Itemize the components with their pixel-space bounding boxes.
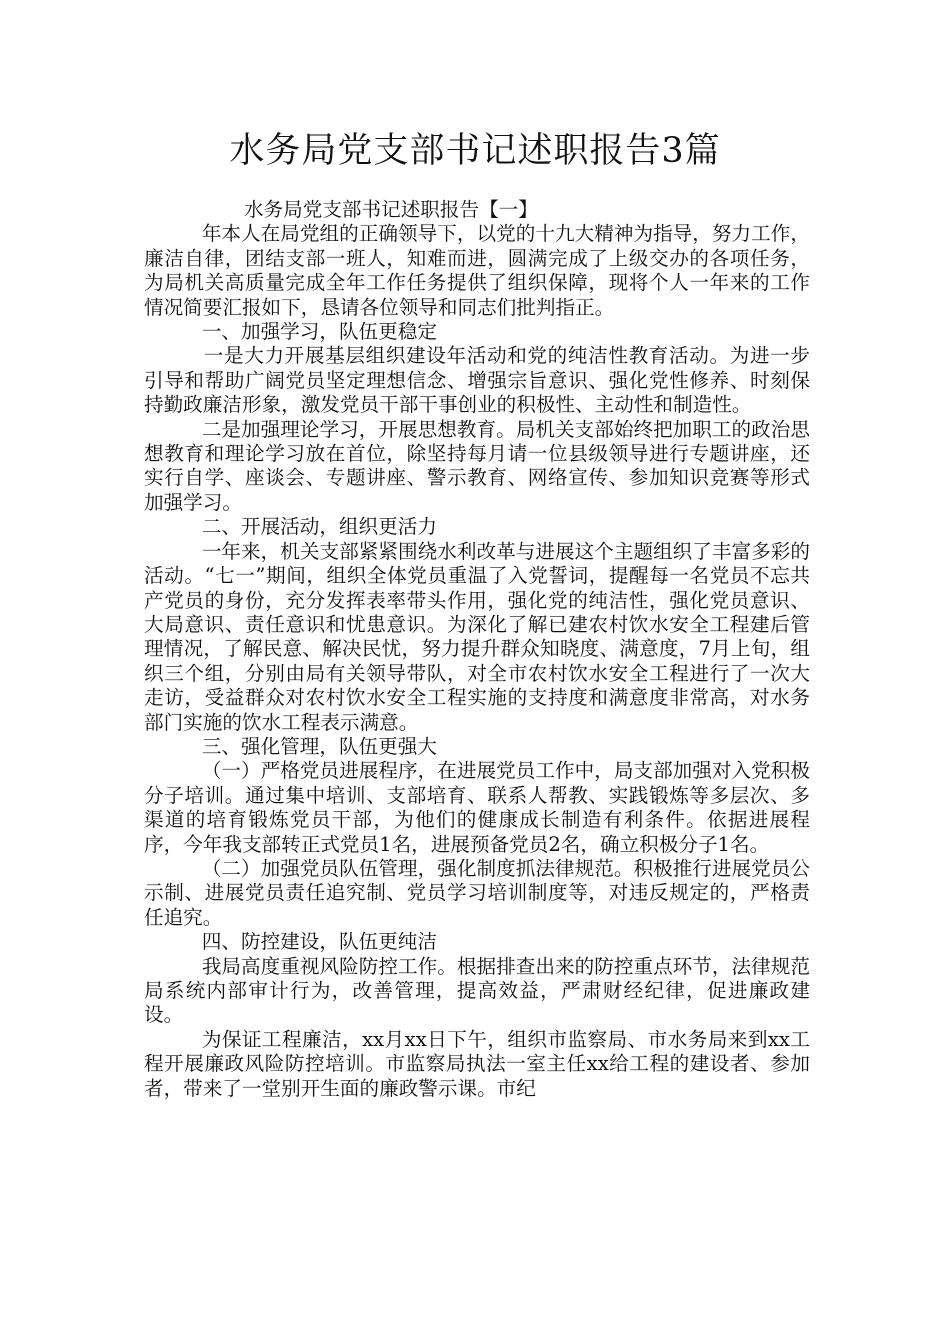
paragraph: 一年来，机关支部紧紧围绕水利改革与进展这个主题组织了丰富多彩的活动。“七一”期间，组织全体党员重温了入党誓词，提醒每一名党员不忘共产党员的身份，充分发挥表率带头作用，强化党的纯洁性，强化党员意识、大局意识、责任意识和忧患意识。为深化了解已建农村饮水安全工程建后管理情况，了解民意、解决民忧，努力提升群众知晓度、满意度，7月上旬，组织三个组，分别由局有关领导带队，对全市农村饮水安全工程进行了一次大走访，受益群众对农村饮水安全工程实施的支持度和满意度非常高，对水务部门实施的饮水工程表示满意。 — [144, 539, 810, 734]
paragraph: （二）加强党员队伍管理，强化制度抓法律规范。积极推行进展党员公示制、进展党员责任追究制、党员学习培训制度等，对违反规定的，严格责任追究。 — [144, 856, 810, 929]
paragraph: 为保证工程廉洁，xx月xx日下午，组织市监察局、市水务局来到xx工程开展廉政风险防控培训。市监察局执法一室主任xx给工程的建设者、参加者，带来了一堂别开生面的廉政警示课。市纪 — [144, 1027, 810, 1100]
paragraph-intro: 年本人在局党组的正确领导下，以党的十九大精神为指导，努力工作，廉洁自律，团结支部一班人，知难而进，圆满完成了上级交办的各项任务，为局机关高质量完成全年工作任务提供了组织保障，现将个人一年来的工作情况简要汇报如下，恳请各位领导和同志们批判指正。 — [144, 222, 810, 319]
section-heading-1: 一、加强学习，队伍更稳定 — [201, 320, 437, 344]
paragraph: （一）严格党员进展程序，在进展党员工作中，局支部加强对入党积极分子培训。通过集中培训、支部培育、联系人帮教、实践锻炼等多层次、多渠道的培育锻炼党员干部，为他们的健康成长制造有利条件。依据进展程序，今年我支部转正式党员1名，进展预备党员2名，确立积极分子1名。 — [144, 759, 810, 856]
report-subtitle: 水务局党支部书记述职报告【一】 — [243, 198, 538, 221]
section-heading-3: 三、强化管理，队伍更强大 — [201, 734, 437, 758]
section-heading-4: 四、防控建设，队伍更纯洁 — [201, 930, 437, 954]
paragraph: 二是加强理论学习，开展思想教育。局机关支部始终把加职工的政治思想教育和理论学习放在首位，除坚持每月请一位县级领导进行专题讲座，还实行自学、座谈会、专题讲座、警示教育、网络宣传、参加知识竞赛等形式加强学习。 — [144, 417, 810, 514]
document-title: 水务局党支部书记述职报告3篇 — [229, 131, 721, 171]
paragraph: 一是大力开展基层组织建设年活动和党的纯洁性教育活动。为进一步引导和帮助广阔党员坚定理想信念、增强宗旨意识、强化党性修养、时刻保持勤政廉洁形象，激发党员干部干事创业的积极性、主动性和制造性。 — [144, 344, 810, 417]
paragraph: 我局高度重视风险防控工作。根据排查出来的防控重点环节，法律规范局系统内部审计行为，改善管理，提高效益，严肃财经纪律，促进廉政建设。 — [144, 954, 810, 1027]
section-heading-2: 二、开展活动，组织更活力 — [201, 515, 437, 539]
document-body — [144, 198, 810, 1101]
